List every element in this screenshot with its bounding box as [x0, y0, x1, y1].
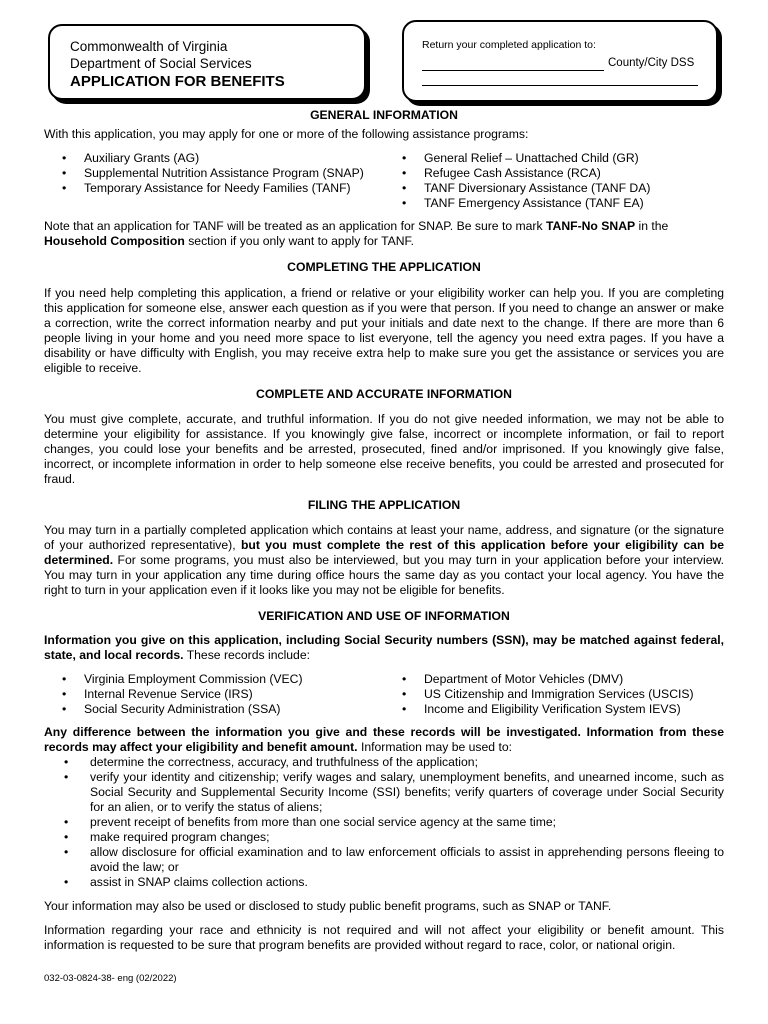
filing-section: [44, 498, 724, 598]
list-item: • allow disclosure for official examination and to law enforcement officials to assist in apprehending persons fleeing to avoid the law; or: [44, 845, 724, 875]
return-label: Return your completed application to:: [422, 39, 596, 51]
list-item: • Temporary Assistance for Needy Families (TANF): [44, 181, 384, 196]
list-item: • verify your identity and citizenship; verify wages and salary, unemployment benefits, and unearned income, such as Social Security and Supplemental Security Income (SSI) benefits; verify quarters of coverage under Social Security for an alien, or to verify the status of aliens;: [44, 770, 724, 815]
study-text: Your information may also be used or disclosed to study public benefit programs, such as SNAP or TANF.: [44, 899, 612, 913]
general-information-section: [44, 108, 724, 249]
verification-section: [44, 609, 724, 953]
agency-line-1: Commonwealth of Virginia: [70, 39, 228, 54]
records-list-right: [384, 672, 724, 717]
verification-intro: Information you give on this application, including Social Security numbers (SSN), may be matched against federal, state, and local records. These records include:: [44, 633, 724, 662]
accurate-text: You must give complete, accurate, and truthful information. If you do not give needed information, we may not be able to determine your eligibility for assistance. If you knowingly give false, incorrect or incomplete information, or fail to report changes, you could lose your benefits and be arrested, prosecuted, fined and/or imprisoned. If you knowingly give false, incorrect, or incomplete information in order to help someone else receive benefits, you could be arrested and prosecuted for fraud.: [44, 412, 724, 486]
list-item: • determine the correctness, accuracy, and truthfulness of the application;: [44, 755, 724, 770]
list-item: • TANF Diversionary Assistance (TANF DA): [384, 181, 724, 196]
general-intro: With this application, you may apply for one or more of the following assistance programs:: [44, 127, 529, 141]
completing-section: [44, 260, 724, 376]
accurate-heading: COMPLETE AND ACCURATE INFORMATION: [256, 387, 512, 401]
list-item: • Virginia Employment Commission (VEC): [44, 672, 384, 687]
accurate-section: [44, 387, 724, 487]
uses-list: [44, 755, 724, 890]
list-item: • Social Security Administration (SSA): [44, 702, 384, 717]
return-address-box: [402, 20, 718, 102]
difference-text: Any difference between the information you give and these records will be investigated. Information from these records may affect your eligibility and benefit amount. Information may be used to:: [44, 725, 724, 754]
county-line: [422, 56, 698, 71]
records-list-left: [44, 672, 384, 717]
race-text: Information regarding your race and ethnicity is not required and will not affect your eligibility or benefit amount. This information is requested to be sure that program benefits are provided without regard to race, color, or national origin.: [44, 923, 724, 952]
program-list-right: [384, 151, 724, 211]
list-item: • General Relief – Unattached Child (GR): [384, 151, 724, 166]
completing-heading: COMPLETING THE APPLICATION: [287, 260, 481, 274]
list-item: • TANF Emergency Assistance (TANF EA): [384, 196, 724, 211]
form-code: 032-03-0824-38- eng (02/2022): [44, 973, 177, 984]
address-line-2: [422, 88, 698, 101]
tanf-note: Note that an application for TANF will be treated as an application for SNAP. Be sure to mark TANF-No SNAP in the Household Composition section if you only want to apply for TANF.: [44, 219, 669, 248]
address-line-1: [422, 73, 698, 86]
county-blank: [422, 58, 604, 71]
list-item: • Refugee Cash Assistance (RCA): [384, 166, 724, 181]
list-item: • assist in SNAP claims collection actions.: [44, 875, 724, 890]
county-label: County/City DSS: [608, 57, 695, 69]
list-item: • Auxiliary Grants (AG): [44, 151, 384, 166]
agency-header-box: [48, 24, 366, 100]
program-list-left: [44, 151, 384, 211]
records-list: [44, 672, 724, 717]
list-item: • prevent receipt of benefits from more than one social service agency at the same time;: [44, 815, 724, 830]
list-item: • Supplemental Nutrition Assistance Program (SNAP): [44, 166, 384, 181]
filing-text: You may turn in a partially completed application which contains at least your name, address, and signature (or the signature of your authorized representative), but you must complete the rest of this application before your eligibility can be determined. For some programs, you must also be interviewed, but you may turn in your application before your interview. You may turn in your application any time during office hours the same day as you contact your local agency. You have the right to turn in your application even if it looks like you may not be eligible for benefits.: [44, 523, 724, 597]
general-heading: GENERAL INFORMATION: [310, 108, 458, 122]
completing-text: If you need help completing this application, a friend or relative or your eligibility worker can help you. If you are completing this application for someone else, answer each question as if you were that person. If you need to change an answer or make a correction, write the correct information nearby and put your initials and date next to the change. If there are more than 6 people living in your home and you need more space to list everyone, tell the agency you need extra pages. If you have a disability or have difficulty with English, you may receive extra help to make sure you get the assistance or services you are eligible to receive.: [44, 286, 724, 375]
list-item: • make required program changes;: [44, 830, 724, 845]
agency-line-2: Department of Social Services: [70, 56, 252, 71]
list-item: • Income and Eligibility Verification System IEVS): [384, 702, 724, 717]
document-body: [44, 108, 724, 953]
verification-heading: VERIFICATION AND USE OF INFORMATION: [258, 609, 510, 623]
list-item: • Department of Motor Vehicles (DMV): [384, 672, 724, 687]
filing-heading: FILING THE APPLICATION: [307, 498, 461, 512]
list-item: • Internal Revenue Service (IRS): [44, 687, 384, 702]
program-list: [44, 151, 724, 211]
list-item: • US Citizenship and Immigration Services (USCIS): [384, 687, 724, 702]
form-title: APPLICATION FOR BENEFITS: [70, 73, 285, 90]
